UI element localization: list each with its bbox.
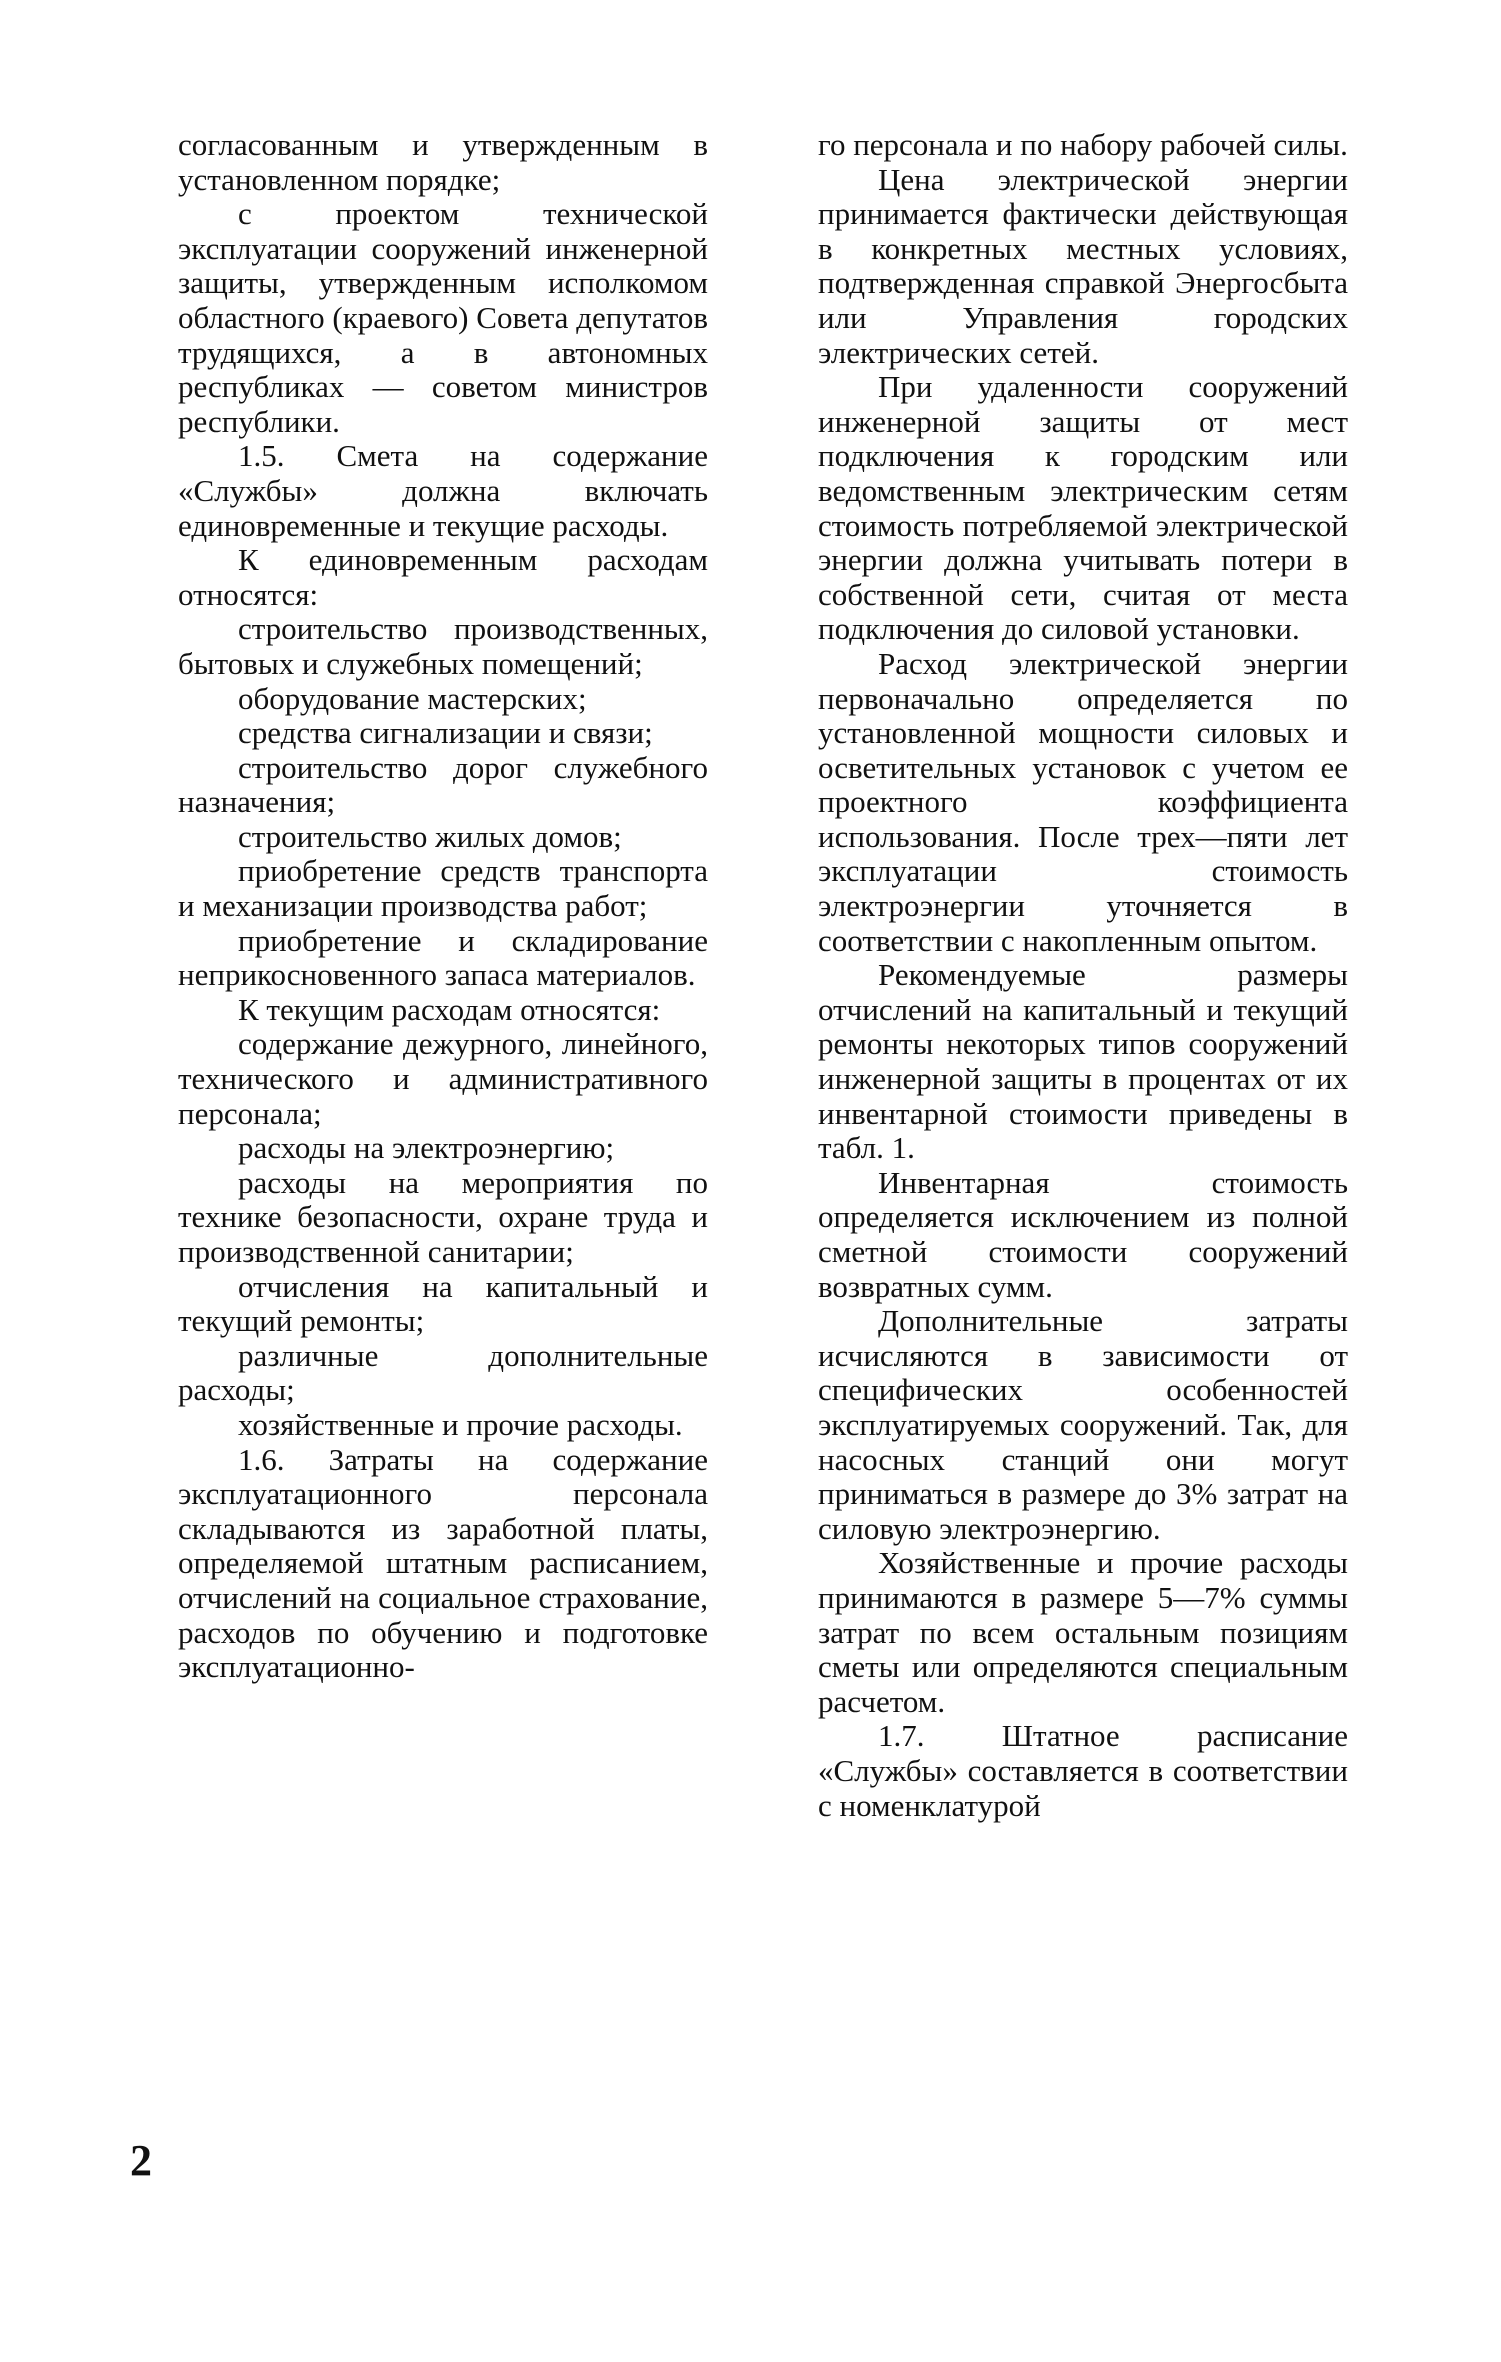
section-1-5-paragraph: 1.5. Смета на содержание «Службы» должна включать единовременные и текущие расходы. bbox=[178, 438, 708, 543]
paragraph: Расход электрической энергии первоначально определяется по установленной мощности силовых и осветительных установок с учетом ее проектного коэффициента использования. После трех—пяти лет эксплуатации стоимость электроэнергии уточняется в соответствии с накопленным опытом. bbox=[818, 645, 1348, 958]
paragraph: Инвентарная стоимость определяется исключением из полной сметной стоимости сооружений возвратных сумм. bbox=[818, 1164, 1348, 1304]
paragraph: При удаленности сооружений инженерной защиты от мест подключения к городским или ведомственным электрическим сетям стоимость потребляемой электрической энергии должна учитывать потери в собственной сети, считая от места подключения до силовой установки. bbox=[818, 369, 1348, 647]
paragraph: го персонала и по набору рабочей силы. bbox=[818, 127, 1348, 162]
paragraph: с проектом технической эксплуатации сооружений инженерной защиты, утвержденным исполкомом областного (краевого) Совета депутатов трудящихся, а в автономных республиках — советом министров республики. bbox=[178, 196, 708, 439]
paragraph: Цена электрической энергии принимается фактически действующая в конкретных местных условиях, подтвержденная справкой Энергосбыта или Управления городских электрических сетей. bbox=[818, 161, 1348, 370]
list-item: содержание дежурного, линейного, технического и административного персонала; bbox=[178, 1026, 708, 1131]
list-item: расходы на электроэнергию; bbox=[238, 1130, 615, 1166]
paragraph: Дополнительные затраты исчисляются в зависимости от специфических особенностей эксплуатируемых сооружений. Так, для насосных станций они могут приниматься в размере до 3% затрат на силовую электроэнергию. bbox=[818, 1303, 1348, 1546]
list-item: расходы на мероприятия по технике безопасности, охране труда и производственной санитарии; bbox=[178, 1164, 708, 1269]
list-item: различные дополнительные расходы; bbox=[178, 1337, 708, 1408]
list-item: оборудование мастерских; bbox=[238, 680, 587, 716]
paragraph: Хозяйственные и прочие расходы принимаются в размере 5—7% суммы затрат по всем остальным позициям сметы или определяются специальным расчетом. bbox=[818, 1545, 1348, 1719]
list-item: хозяйственные и прочие расходы. bbox=[238, 1406, 683, 1442]
paragraph: согласованным и утвержденным в установленном порядке; bbox=[178, 127, 708, 197]
paragraph: К единовременным расходам относятся: bbox=[178, 542, 708, 612]
list-item: приобретение и складирование неприкосновенного запаса материалов. bbox=[178, 922, 708, 993]
page-number: 2 bbox=[130, 2136, 152, 2185]
list-item: строительство жилых домов; bbox=[238, 818, 622, 854]
list-item: средства сигнализации и связи; bbox=[238, 715, 653, 751]
paragraph: К текущим расходам относятся: bbox=[238, 991, 661, 1027]
section-1-7-paragraph: 1.7. Штатное расписание «Службы» составляется в соответствии с номенклатурой bbox=[818, 1718, 1348, 1823]
list-item: приобретение средств транспорта и механизации производства работ; bbox=[178, 853, 708, 924]
list-item: строительство дорог служебного назначения; bbox=[178, 749, 708, 820]
paragraph: Рекомендуемые размеры отчислений на капитальный и текущий ремонты некоторых типов сооружений инженерной защиты в процентах от их инвентарной стоимости приведены в табл. 1. bbox=[818, 957, 1348, 1166]
section-1-6-paragraph: 1.6. Затраты на содержание эксплуатационного персонала складываются из заработной платы, определяемой штатным расписанием, отчислений на социальное страхование, расходов по обучению и подготовке эксплуатационно- bbox=[178, 1441, 708, 1685]
list-item: строительство производственных, бытовых и служебных помещений; bbox=[178, 611, 708, 681]
left-column bbox=[178, 128, 708, 1685]
list-item: отчисления на капитальный и текущий ремонты; bbox=[178, 1268, 708, 1339]
right-column bbox=[818, 128, 1348, 1823]
